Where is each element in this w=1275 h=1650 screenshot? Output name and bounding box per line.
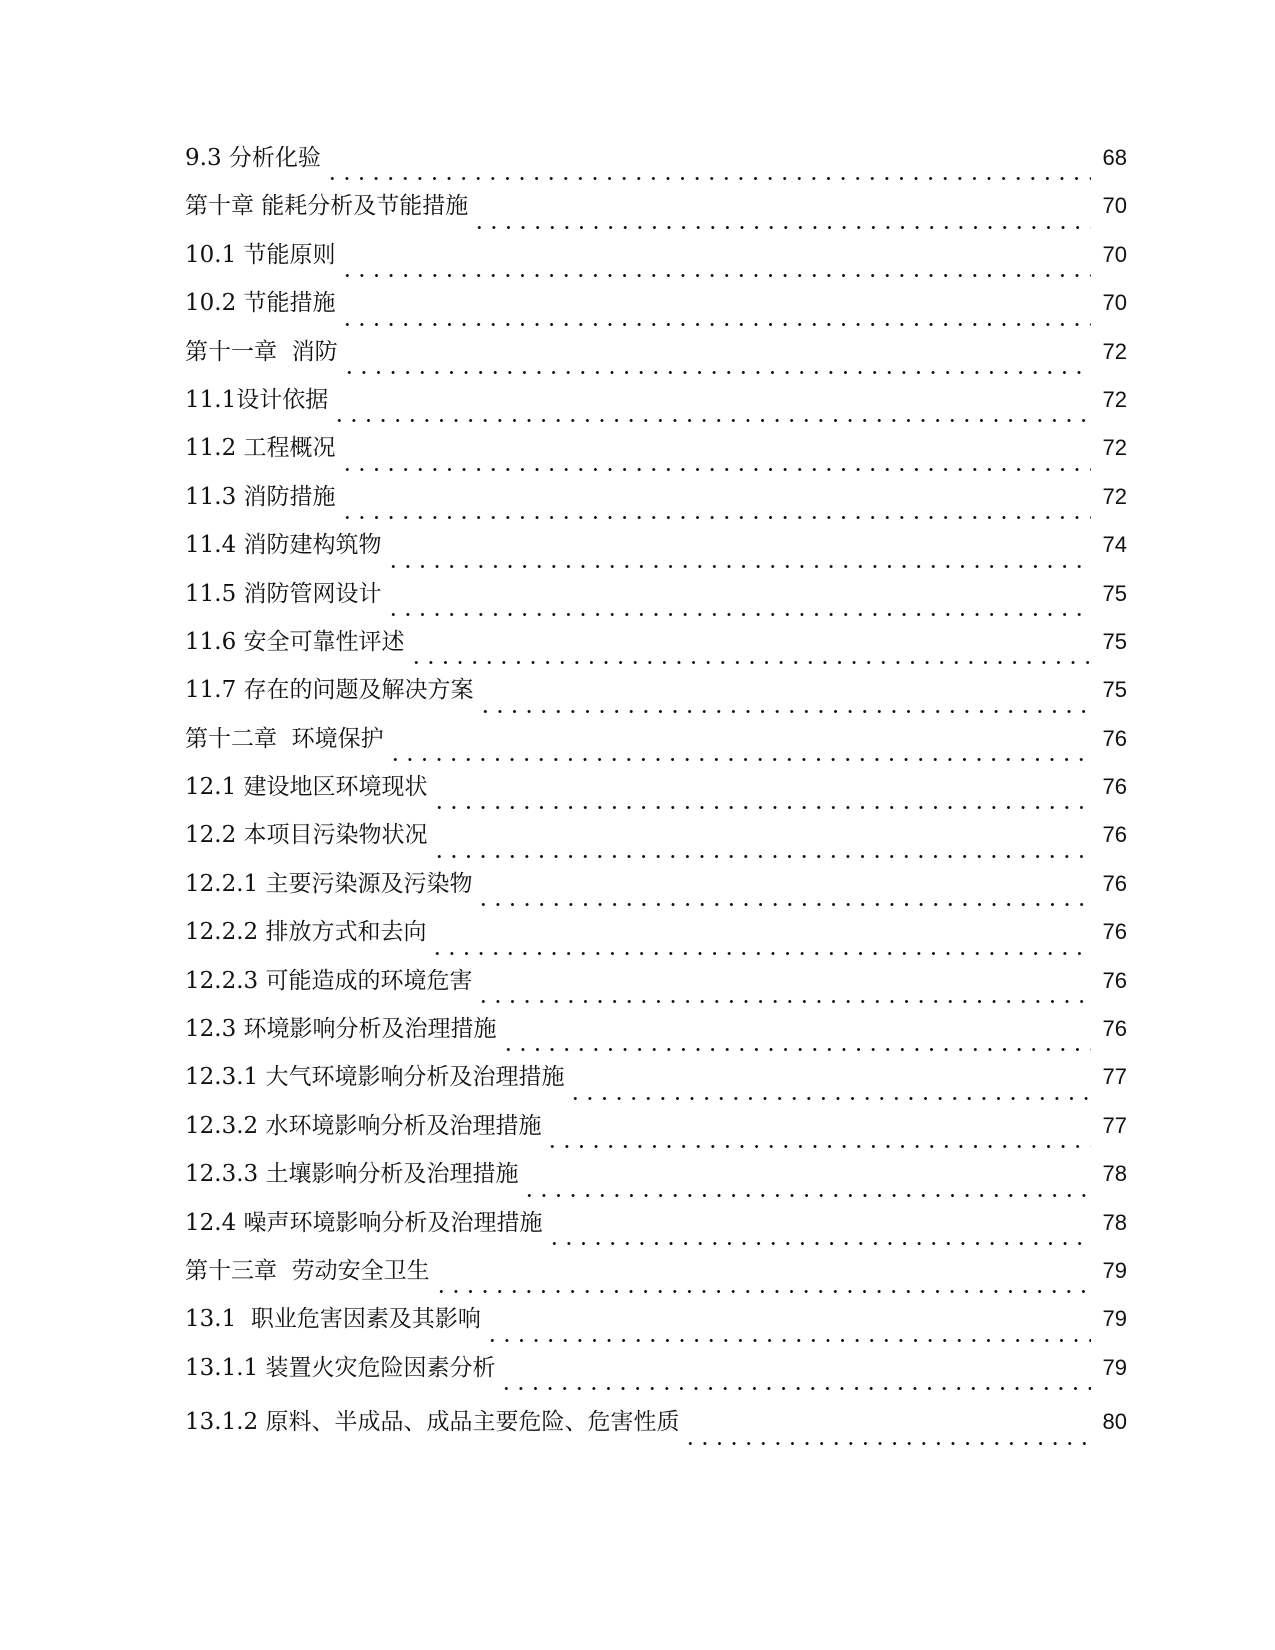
toc-entry[interactable]: [185, 626, 1127, 674]
toc-entry-label: 12.2.3 可能造成的环境危害: [185, 967, 473, 994]
toc-dot-leader: [342, 356, 1091, 374]
toc-entry-page: 76: [1102, 967, 1127, 993]
toc-entry-page: 77: [1102, 1064, 1127, 1090]
toc-entry[interactable]: [185, 1110, 1127, 1158]
toc-entry[interactable]: [185, 1013, 1127, 1061]
toc-dot-leader: [386, 598, 1091, 616]
toc-dot-leader: [485, 1324, 1091, 1342]
toc-entry-page: 79: [1102, 1257, 1127, 1283]
toc-entry[interactable]: [185, 190, 1127, 238]
toc-entry-label: 13.1.1 装置火灾危险因素分析: [185, 1354, 496, 1381]
toc-entry-page: 79: [1102, 1306, 1127, 1332]
toc-entry-page: 76: [1102, 870, 1127, 896]
toc-entry-page: 70: [1102, 290, 1127, 316]
toc-dot-leader: [472, 211, 1091, 229]
toc-entry-page: 78: [1102, 1209, 1127, 1235]
toc-entry-label: 13.1 职业危害因素及其影响: [185, 1306, 481, 1333]
toc-entry-label: 11.3 消防措施: [185, 483, 336, 510]
toc-dot-leader: [432, 840, 1091, 858]
toc-entry-label: 10.1 节能原则: [185, 241, 336, 268]
toc-dot-leader: [683, 1427, 1091, 1445]
toc-dot-leader: [501, 1033, 1091, 1051]
toc-entry-label: 12.1 建设地区环境现状: [185, 774, 428, 801]
toc-dot-leader: [547, 1227, 1091, 1245]
toc-entry-label: 11.2 工程概况: [185, 435, 336, 462]
toc-dot-leader: [545, 1130, 1091, 1148]
toc-entry-label: 第十一章 消防: [185, 338, 338, 365]
toc-entry-page: 78: [1102, 1161, 1127, 1187]
toc-entry[interactable]: [185, 1158, 1127, 1206]
toc-entry-label: 12.4 噪声环境影响分析及治理措施: [185, 1209, 543, 1236]
toc-entry-label: 13.1.2 原料、半成品、成品主要危险、危害性质: [185, 1409, 680, 1436]
toc-entry-page: 72: [1102, 483, 1127, 509]
toc-entry-label: 9.3 分析化验: [185, 145, 321, 171]
toc-dot-leader: [430, 937, 1091, 955]
toc-entry[interactable]: [185, 432, 1127, 480]
toc-dot-leader: [522, 1179, 1091, 1197]
toc-dot-leader: [340, 501, 1091, 519]
toc-entry-page: 70: [1102, 193, 1127, 219]
toc-entry-label: 第十二章 环境保护: [185, 725, 384, 752]
toc-entry-label: 11.7 存在的问题及解决方案: [185, 677, 474, 704]
toc-entry[interactable]: [185, 771, 1127, 819]
toc-entry-page: 74: [1102, 532, 1127, 558]
toc-dot-leader: [332, 404, 1091, 422]
toc-dot-leader: [325, 162, 1091, 180]
toc-dot-leader: [388, 743, 1091, 761]
toc-entry[interactable]: [185, 819, 1127, 867]
toc-entry[interactable]: [185, 1207, 1127, 1255]
toc-entry-label: 第十三章 劳动安全卫生: [185, 1257, 430, 1284]
toc-dot-leader: [476, 985, 1091, 1003]
toc-entry-page: 76: [1102, 774, 1127, 800]
toc-dot-leader: [568, 1082, 1091, 1100]
toc-entry-page: 76: [1102, 1016, 1127, 1042]
toc-dot-leader: [478, 695, 1091, 713]
toc-entry[interactable]: [185, 1303, 1127, 1351]
toc-dot-leader: [476, 888, 1091, 906]
toc-entry[interactable]: [185, 1406, 1127, 1454]
toc-entry-label: 11.1设计依据: [185, 386, 329, 413]
toc-entry-page: 75: [1102, 677, 1127, 703]
toc-entry-page: 70: [1102, 241, 1127, 267]
toc-entry-page: 68: [1102, 145, 1127, 170]
toc-entry[interactable]: [185, 723, 1127, 771]
toc-entry[interactable]: [185, 287, 1127, 335]
toc-entry[interactable]: [185, 674, 1127, 722]
toc-entry-label: 11.6 安全可靠性评述: [185, 628, 405, 655]
toc-entry-label: 12.2.1 主要污染源及污染物: [185, 870, 473, 897]
toc-entry-label: 12.3.2 水环境影响分析及治理措施: [185, 1112, 542, 1139]
toc-entry-page: 75: [1102, 580, 1127, 606]
toc-entry[interactable]: [185, 336, 1127, 384]
toc-entry-page: 76: [1102, 822, 1127, 848]
toc-entry-page: 72: [1102, 435, 1127, 461]
toc-entry-page: 72: [1102, 338, 1127, 364]
toc-entry-page: 80: [1102, 1409, 1127, 1435]
toc-entry-label: 11.4 消防建构筑物: [185, 532, 382, 559]
toc-dot-leader: [386, 550, 1091, 568]
toc-entry[interactable]: [185, 1352, 1127, 1400]
toc-entry[interactable]: [185, 1255, 1127, 1303]
toc-entry[interactable]: [185, 142, 1127, 190]
toc-dot-leader: [409, 646, 1091, 664]
toc-entry-page: 76: [1102, 725, 1127, 751]
toc-entry[interactable]: [185, 868, 1127, 916]
toc-entry-label: 12.3 环境影响分析及治理措施: [185, 1016, 497, 1043]
table-of-contents: [185, 142, 1127, 1455]
toc-entry-label: 第十章 能耗分析及节能措施: [185, 193, 469, 220]
toc-entry-label: 12.3.1 大气环境影响分析及治理措施: [185, 1064, 565, 1091]
toc-entry-label: 12.2.2 排放方式和去向: [185, 919, 427, 946]
toc-entry[interactable]: [185, 965, 1127, 1013]
toc-entry-page: 79: [1102, 1354, 1127, 1380]
toc-entry-label: 12.3.3 土壤影响分析及治理措施: [185, 1161, 519, 1188]
toc-entry-page: 76: [1102, 919, 1127, 945]
toc-dot-leader: [340, 259, 1091, 277]
toc-entry-page: 75: [1102, 628, 1127, 654]
toc-dot-leader: [340, 453, 1091, 471]
toc-dot-leader: [499, 1372, 1091, 1390]
toc-entry-label: 11.5 消防管网设计: [185, 580, 382, 607]
toc-entry[interactable]: [185, 384, 1127, 432]
toc-entry[interactable]: [185, 578, 1127, 626]
toc-entry[interactable]: [185, 239, 1127, 287]
toc-entry[interactable]: [185, 529, 1127, 577]
toc-dot-leader: [340, 308, 1091, 326]
toc-entry[interactable]: [185, 481, 1127, 529]
toc-dot-leader: [432, 791, 1091, 809]
toc-entry-page: 72: [1102, 386, 1127, 412]
toc-entry[interactable]: [185, 916, 1127, 964]
toc-entry-label: 12.2 本项目污染物状况: [185, 822, 428, 849]
toc-entry-page: 77: [1102, 1112, 1127, 1138]
toc-entry-label: 10.2 节能措施: [185, 290, 336, 317]
toc-entry[interactable]: [185, 1061, 1127, 1109]
toc-dot-leader: [434, 1275, 1091, 1293]
